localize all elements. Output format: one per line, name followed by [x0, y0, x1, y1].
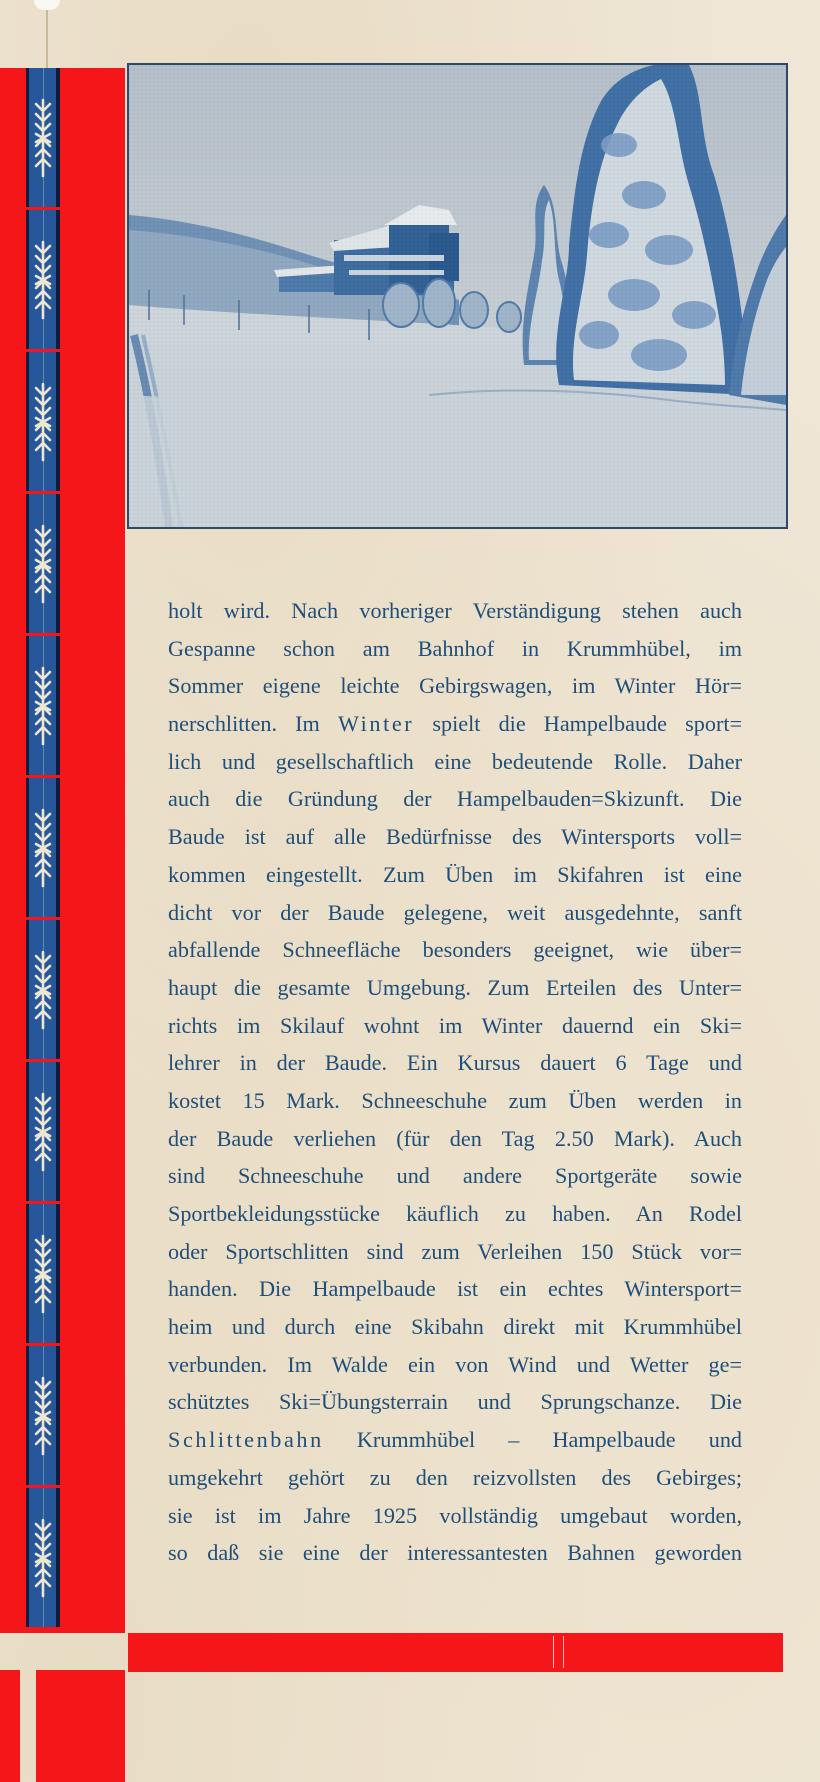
photo-hampelbaude-winter	[127, 63, 788, 529]
text-line: oder Sportschlitten sind zum Verleihen 150 Stück vor=	[168, 1238, 742, 1264]
text-line: haupt die gesamte Umgebung. Zum Erteilen des Unter=	[168, 974, 742, 1000]
stripe-segment	[26, 494, 60, 633]
text-line: Baude ist auf alle Bedürfnisse des Wintersports voll=	[168, 824, 742, 850]
text-span: spielt die Hampelbaude sport=	[432, 711, 743, 737]
fir-branch-icon	[33, 1376, 53, 1456]
stripe-segment	[26, 1204, 60, 1343]
stripe-segment	[26, 920, 60, 1059]
text-line: sind Schneeschuhe und andere Sportgeräte sowie	[168, 1163, 742, 1189]
text-line: der Baude verliehen (für den Tag 2.50 Mark). Auch	[168, 1125, 742, 1151]
text-line: holt wird. Nach vorheriger Verständigung stehen auch	[168, 598, 742, 623]
fir-branch-icon	[33, 382, 53, 462]
text-line: dicht vor der Baude gelegene, weit ausgedehnte, sanft	[168, 899, 742, 925]
scratch-mark	[563, 1636, 564, 1668]
text-span: Krummhübel – Hampelbaude und	[356, 1427, 743, 1453]
fir-branch-icon	[33, 666, 53, 746]
fir-branch-icon	[33, 950, 53, 1030]
text-line: Sommer eigene leichte Gebirgswagen, im Winter Hör=	[168, 673, 742, 699]
text-line: so daß sie eine der interessantesten Bahnen geworden	[168, 1540, 742, 1566]
text-line	[168, 705, 742, 743]
left-red-band-lower-left	[0, 1670, 20, 1782]
scratch-mark	[553, 1636, 554, 1668]
text-line: richts im Skilauf wohnt im Winter dauernd ein Ski=	[168, 1012, 742, 1038]
stripe-segment	[26, 778, 60, 917]
text-span: nerschlitten. Im	[168, 711, 320, 737]
body-text	[168, 592, 742, 1572]
fir-branch-icon	[33, 98, 53, 178]
stripe-segment	[26, 1488, 60, 1627]
fir-branch-icon	[33, 808, 53, 888]
winter-landscape-image	[129, 65, 786, 527]
paper-tear	[34, 0, 60, 10]
text-line: verbunden. Im Walde ein von Wind und Wetter ge=	[168, 1351, 742, 1377]
text-line: auch die Gründung der Hampelbauden=Skizunft. Die	[168, 786, 742, 812]
stripe-segment	[26, 1062, 60, 1201]
bottom-red-bar	[128, 1633, 783, 1672]
fir-branch-icon	[33, 524, 53, 604]
left-red-band	[0, 68, 125, 1633]
stripe-segment	[26, 1346, 60, 1485]
fir-branch-icon	[33, 1518, 53, 1598]
text-line	[168, 1421, 742, 1459]
fir-branch-icon	[33, 1092, 53, 1172]
left-red-band-lower-right	[36, 1670, 125, 1782]
text-line: lich und gesellschaftlich eine bedeutende Rolle. Daher	[168, 748, 742, 774]
paper-crease	[46, 0, 48, 68]
stripe-segment	[26, 68, 60, 207]
text-line: handen. Die Hampelbaude ist ein echtes Wintersport=	[168, 1276, 742, 1302]
stripe-segment	[26, 352, 60, 491]
text-line: sie ist im Jahre 1925 vollständig umgebaut worden,	[168, 1502, 742, 1528]
fir-branch-icon	[33, 1234, 53, 1314]
text-line: Sportbekleidungsstücke käuflich zu haben. An Rodel	[168, 1201, 742, 1226]
stripe-segment	[26, 636, 60, 775]
ornamental-blue-stripe	[26, 68, 60, 1633]
text-line: abfallende Schneefläche besonders geeignet, wie über=	[168, 937, 742, 963]
text-line: kostet 15 Mark. Schneeschuhe zum Üben werden in	[168, 1087, 742, 1113]
spaced-emphasis: Schlittenbahn	[168, 1427, 324, 1453]
text-line: umgekehrt gehört zu den reizvollsten des Gebirges;	[168, 1464, 742, 1490]
text-line: lehrer in der Baude. Ein Kursus dauert 6 Tage und	[168, 1050, 742, 1076]
stripe-segment	[26, 210, 60, 349]
text-line: heim und durch eine Skibahn direkt mit Krummhübel	[168, 1314, 742, 1340]
text-line: kommen eingestellt. Zum Üben im Skifahren ist eine	[168, 861, 742, 887]
spaced-emphasis: Winter	[337, 711, 415, 737]
text-line: Gespanne schon am Bahnhof in Krummhübel, im	[168, 635, 742, 661]
text-line: schütztes Ski=Übungsterrain und Sprungschanze. Die	[168, 1389, 742, 1415]
fir-branch-icon	[33, 240, 53, 320]
